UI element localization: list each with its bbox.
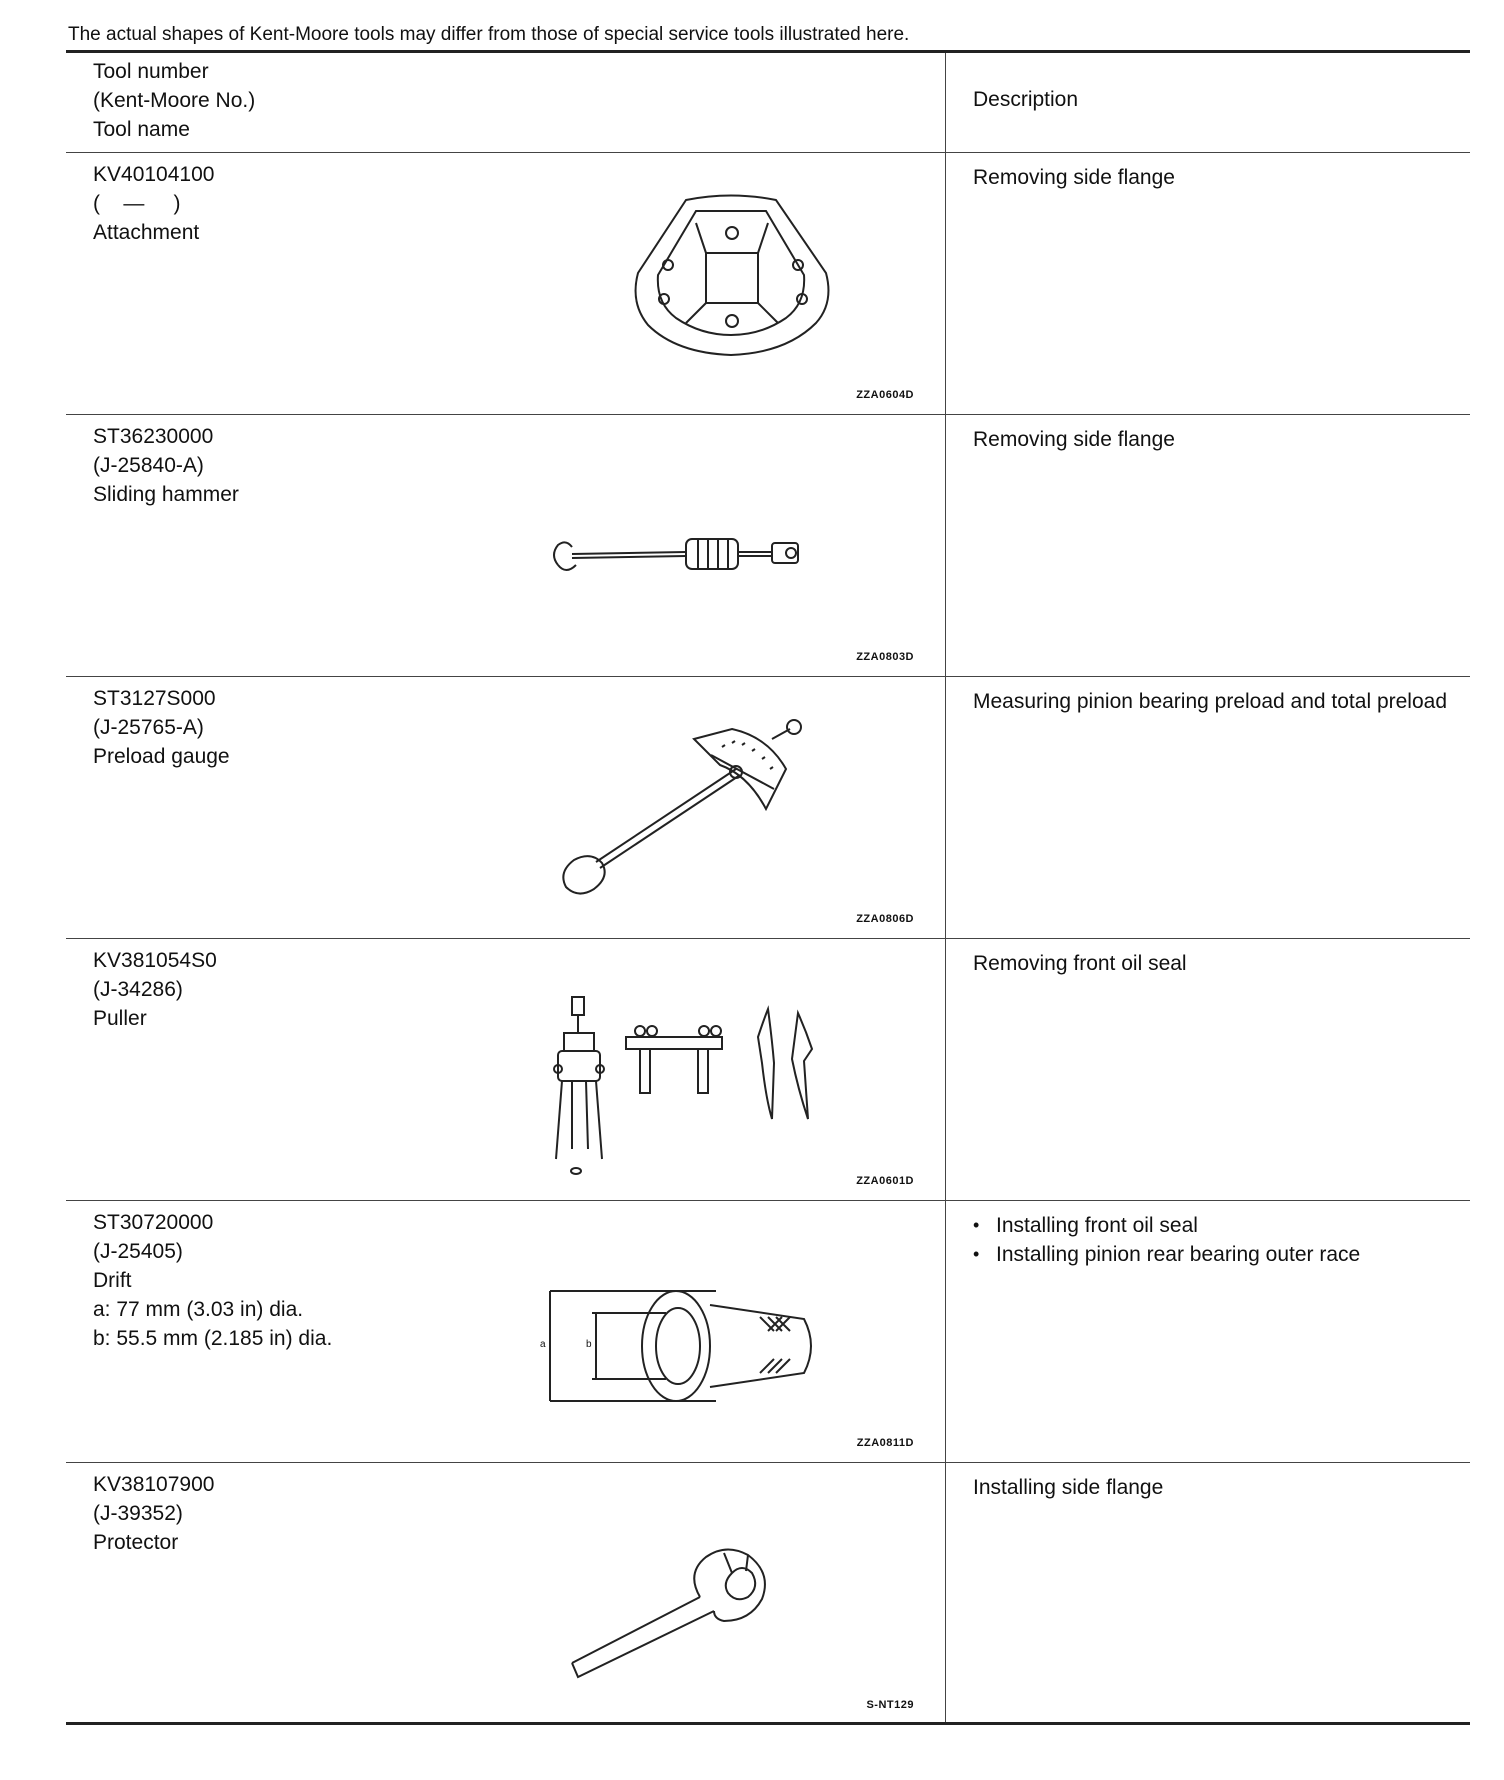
tool-cell [66,153,946,414]
tool-number: ST36230000 [93,425,214,448]
header-kent-moore-no: (Kent-Moore No.) [93,89,256,112]
description-bullet: • Installing pinion rear bearing outer race [973,1240,1470,1269]
tool-name: Protector [93,1531,179,1554]
tool-name: Sliding hammer [93,483,239,506]
note-text: The actual shapes of Kent-Moore tools may differ from those of special service tools illustrated here. [68,24,910,45]
figure-code: ZZA0803D [856,651,914,663]
kent-moore-number: (J-25840-A) [93,454,204,477]
header-tool-number: Tool number [93,60,209,83]
tool-description: Removing side flange [973,428,1175,451]
tool-number: ST3127S000 [93,687,216,710]
special-service-tools-table [66,50,1470,1725]
kent-moore-number: ( — ) [93,192,181,215]
tool-name: Preload gauge [93,745,230,768]
dim-label-a: a [540,1339,546,1350]
tool-description [946,1201,1470,1462]
tool-description: Measuring pinion bearing preload and total preload [973,690,1447,713]
tool-number: ST30720000 [93,1211,214,1234]
kent-moore-number: (J-25765-A) [93,716,204,739]
sliding-hammer-illustration [536,415,936,677]
tool-number: KV381054S0 [93,949,217,972]
table-row [66,677,1470,939]
figure-code: S-NT129 [866,1699,914,1711]
table-row [66,939,1470,1201]
tool-cell [66,1201,946,1462]
tool-cell [66,415,946,676]
tool-description: Removing side flange [973,166,1175,189]
dim-label-b: b [586,1339,592,1350]
tool-number: KV40104100 [93,163,215,186]
header-tool-cell [66,53,946,152]
description-bullet: • Installing front oil seal [973,1211,1470,1240]
table-row [66,1463,1470,1725]
tool-cell [66,1463,946,1722]
tool-name: Attachment [93,221,200,244]
kent-moore-number: (J-34286) [93,978,183,1001]
figure-code: ZZA0806D [856,913,914,925]
tool-description: Removing front oil seal [973,952,1187,975]
dimension-a: a: 77 mm (3.03 in) dia. [93,1298,304,1321]
figure-code: ZZA0811D [856,1437,914,1449]
drift-illustration [536,1201,936,1463]
header-tool-name: Tool name [93,118,190,141]
table-row [66,1201,1470,1463]
tool-name: Puller [93,1007,147,1030]
attachment-illustration [536,153,936,415]
preload-gauge-illustration [536,677,936,939]
figure-code: ZZA0601D [856,1175,914,1187]
header-description: Description [973,88,1079,111]
tool-cell [66,677,946,938]
puller-illustration [536,939,936,1201]
dimension-b: b: 55.5 mm (2.185 in) dia. [93,1327,333,1350]
kent-moore-number: (J-39352) [93,1502,183,1525]
figure-code: ZZA0604D [856,389,914,401]
table-header-row [66,53,1470,153]
protector-illustration [536,1463,936,1725]
tool-name: Drift [93,1269,132,1292]
tool-number: KV38107900 [93,1473,215,1496]
table-row [66,415,1470,677]
kent-moore-number: (J-25405) [93,1240,183,1263]
tool-description: Installing side flange [973,1476,1164,1499]
tool-cell [66,939,946,1200]
table-row [66,153,1470,415]
